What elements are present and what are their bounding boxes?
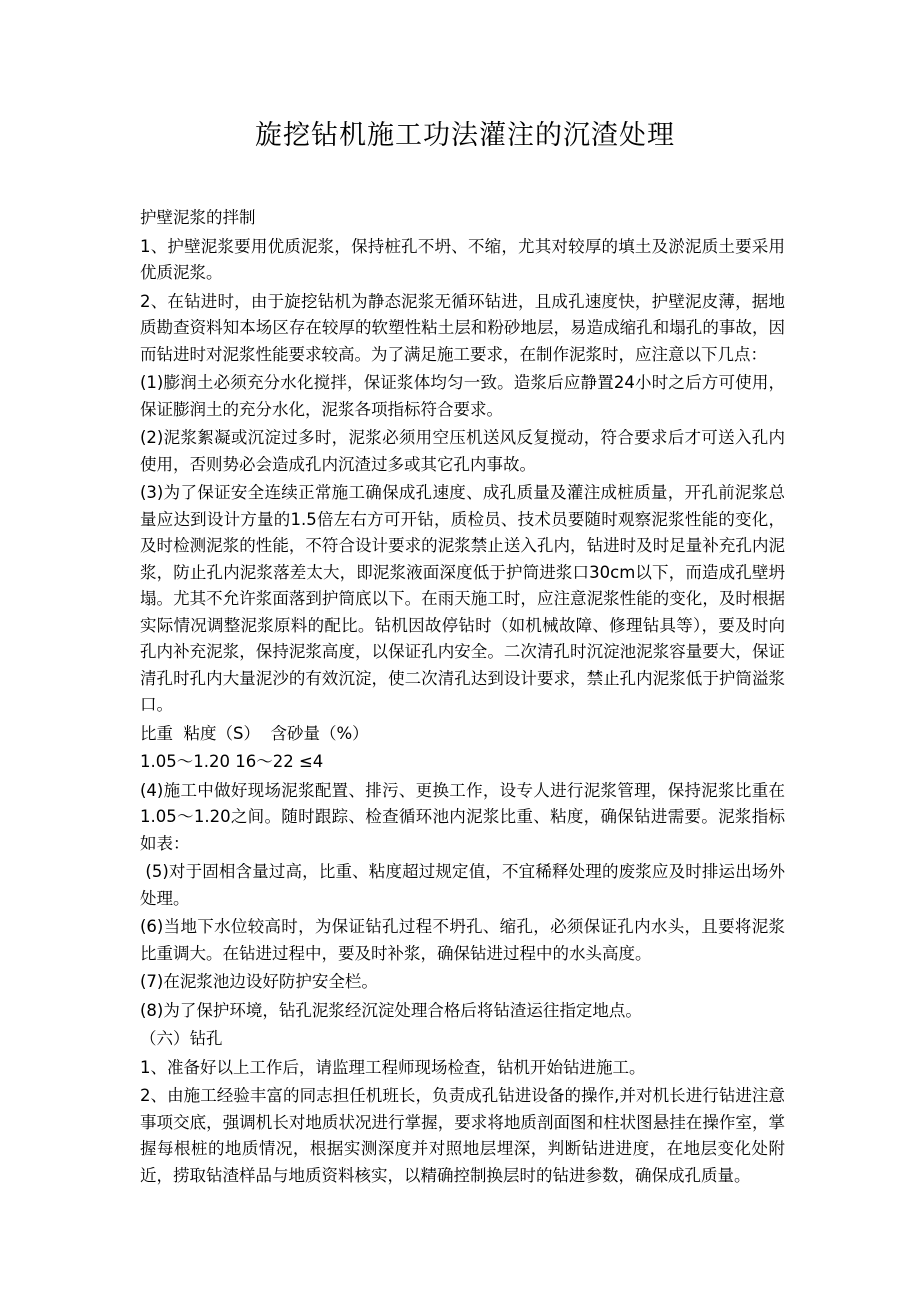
paragraph: (6)当地下水位较高时，为保证钻孔过程不坍孔、缩孔，必须保证孔内水头，且要将泥浆比重调大。在钻进过程中，要及时补浆，确保钻进过程中的水头高度。 [140, 917, 785, 963]
paragraph: (2)泥浆絮凝或沉淀过多时，泥浆必须用空压机送风反复搅动，符合要求后才可送入孔内使用，否则势必会造成孔内沉渣过多或其它孔内事故。 [140, 428, 785, 474]
table-header-line: 比重 粘度（S） 含砂量（%） [140, 723, 369, 743]
paragraph: (7)在泥浆池边设好防护安全栏。 [140, 972, 378, 991]
section-heading: 护壁泥浆的拌制 [140, 208, 256, 227]
paragraph: 1、准备好以上工作后，请监理工程师现场检查，钻机开始钻进施工。 [140, 1057, 646, 1077]
paragraph: 1、护壁泥浆要用优质泥浆，保持桩孔不坍、不缩，尤其对较厚的填土及淤泥质土要采用优质泥浆。 [140, 236, 785, 282]
document-body [140, 205, 785, 1191]
section-heading: （六）钻孔 [140, 1029, 223, 1048]
document-title: 旋挖钻机施工功法灌注的沉渣处理 [255, 120, 675, 151]
paragraph: 2、在钻进时，由于旋挖钻机为静态泥浆无循环钻进，且成孔速度快，护壁泥皮薄，据地质勘查资料知本场区存在较厚的软塑性粘土层和粉砂地层，易造成缩孔和塌孔的事故，因而钻进时对泥浆性能要求较高。为了满足施工要求，在制作泥浆时，应注意以下几点： [140, 291, 785, 364]
paragraph: (1)膨润土必须充分水化搅拌，保证浆体均匀一致。造浆后应静置24小时之后方可使用，保证膨润土的充分水化，泥浆各项指标符合要求。 [140, 373, 785, 419]
paragraph: (5)对于固相含量过高，比重、粘度超过规定值，不宜稀释处理的废浆应及时排运出场外处理。 [140, 862, 785, 908]
paragraph: (8)为了保护环境，钻孔泥浆经沉淀处理合格后将钻渣运往指定地点。 [140, 1000, 642, 1020]
paragraph: 2、由施工经验丰富的同志担任机班长，负责成孔钻进设备的操作,并对机长进行钻进注意事项交底，强调机长对地质状况进行掌握，要求将地质剖面图和柱状图悬挂在操作室，掌握每根桩的地质情况，根据实测深度并对照地层埋深，判断钻进进度，在地层变化处附近，捞取钻渣样品与地质资料核实，以精确控制换层时的钻进参数，确保成孔质量。 [140, 1086, 785, 1185]
paragraph: (4)施工中做好现场泥浆配置、排污、更换工作，设专人进行泥浆管理，保持泥浆比重在1.05～1.20之间。随时跟踪、检查循环池内泥浆比重、粘度，确保钻进需要。泥浆指标如表： [140, 780, 785, 853]
table-values-line: 1.05～1.20 16～22 ≤4 [140, 752, 324, 771]
paragraph: (3)为了保证安全连续正常施工确保成孔速度、成孔质量及灌注成桩质量，开孔前泥浆总量应达到设计方量的1.5倍左右方可开钻，质检员、技术员要随时观察泥浆性能的变化，及时检测泥浆的性能，不符合设计要求的泥浆禁止送入孔内，钻进时及时足量补充孔内泥浆，防止孔内泥浆落差太大，即泥浆液面深度低于护筒进浆口30cm以下，而造成孔壁坍塌。尤其不允许浆面落到护筒底以下。在雨天施工时，应注意泥浆性能的变化，及时根据实际情况调整泥浆原料的配比。钻机因故停钻时（如机械故障、修理钻具等），要及时向孔内补充泥浆，保持泥浆高度，以保证孔内安全。二次清孔时沉淀池泥浆容量要大，保证清孔时孔内大量泥沙的有效沉淀，使二次清孔达到设计要求，禁止孔内泥浆低于护筒溢浆口。 [140, 483, 785, 714]
